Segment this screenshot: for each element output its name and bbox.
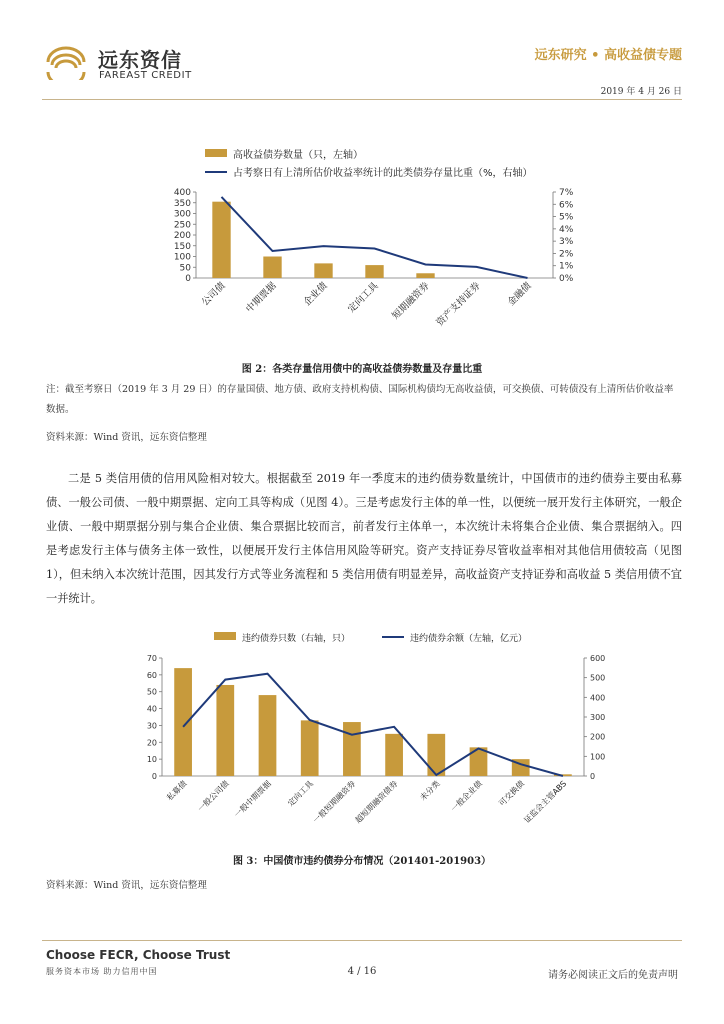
legend-label: 违约债券只数（右轴，只） (242, 634, 351, 644)
category-label: 超短期融资债券 (353, 779, 400, 826)
left-tick-label: 350 (173, 198, 191, 209)
body-paragraph: 二是 5 类信用债的信用风险相对较大。根据截至 2019 年一季度末的违约债券数量统计，中国债市的违约债券主要由私募债、一般公司债、一般中期票据、定向工具等构成（见图 4）。三是考虑发行主体的单一性，以便统一展开发行主体研究，一般企业债、一般中期票据分别与集合企业债、集合票据比较而言，前者发行主体单一，本次统计未将集合企业债、集合票据纳入。四是考虑发行主体与债务主体一致性，以便展开发行主体信用风险等研究。资产支持证券尽管收益率相对其他信用债较高（见图 1），但未纳入本次统计范围，因其发行方式等业务流程和 5 类信用债有明显差异，高收益资产支持证券和高收益 5 类信用债不宜一并统计。 (46, 472, 682, 605)
left-tick-label: 30 (146, 721, 157, 731)
right-tick-label: 400 (590, 693, 606, 703)
category-label: 资产支持证券 (434, 280, 483, 329)
bar (259, 695, 277, 776)
left-tick-label: 40 (146, 704, 157, 714)
right-tick-label: 7% (559, 188, 574, 198)
bar (174, 668, 192, 776)
category-label: 中期票据 (243, 280, 279, 316)
figure3-caption: 图 3：中国债市违约债券分布情况（201401-201903） (232, 856, 492, 867)
series-line (183, 674, 563, 776)
right-tick-label: 3% (559, 237, 574, 248)
left-tick-label: 50 (146, 687, 157, 697)
right-tick-label: 2% (559, 249, 574, 260)
footer-disclaimer: 请务必阅读正文后的免责声明 (548, 970, 678, 981)
logo-text-en: FAREAST CREDIT (99, 70, 192, 81)
footer-slogan-en: Choose FECR, Choose Trust (46, 948, 231, 962)
category-label: 未分类 (418, 779, 442, 803)
left-tick-label: 200 (173, 231, 191, 241)
left-tick-label: 20 (146, 738, 157, 748)
bar (365, 265, 383, 278)
category-label: 短期融资券 (390, 280, 432, 322)
right-tick-label: 500 (590, 673, 606, 683)
category-label: 一般企业债 (449, 779, 484, 814)
left-tick-label: 300 (173, 209, 191, 220)
bar (301, 720, 319, 776)
bar (416, 273, 434, 278)
bar (427, 734, 445, 776)
legend-label: 占考察日有上清所估价收益率统计的此类债券存量比重（%，右轴） (233, 168, 533, 179)
left-tick-label: 0 (151, 772, 157, 781)
bar (385, 734, 403, 776)
right-tick-label: 100 (590, 752, 606, 762)
category-label: 定向工具 (345, 280, 381, 316)
bar (314, 263, 332, 278)
legend-label: 违约债券余额（左轴，亿元） (410, 634, 528, 644)
figure2-caption: 图 2：各类存量信用债中的高收益债券数量及存量比重 (241, 364, 483, 375)
right-tick-label: 0 (590, 772, 596, 781)
left-tick-label: 250 (173, 220, 191, 231)
report-title: 远东研究 • 高收益债专题 (534, 48, 682, 63)
legend-bar-swatch (205, 149, 227, 157)
fareast-logo-icon (42, 40, 90, 80)
category-label: 定向工具 (286, 779, 316, 809)
legend-label: 高收益债券数量（只，左轴） (233, 150, 363, 161)
footer-divider (42, 940, 682, 941)
left-tick-label: 0 (185, 274, 191, 284)
footer-slogan-cn: 服务资本市场 助力信用中国 (46, 967, 158, 976)
figure3-chart (0, 628, 724, 846)
bar (263, 257, 281, 279)
category-label: 一般中期票据 (232, 779, 273, 820)
figure2-note: 注：截至考察日（2019 年 3 月 29 日）的存量国债、地方债、政府支持机构债、国际机构债均无高收益债，可交换债、可转债没有上清所估价收益率数据。 (46, 384, 674, 415)
bar (343, 722, 361, 776)
right-tick-label: 200 (590, 732, 606, 742)
category-label: 证监会主管ABS (522, 779, 569, 825)
report-date: 2019 年 4 月 26 日 (600, 87, 682, 97)
page-number: 4 / 16 (347, 966, 377, 977)
figure3-source: 资料来源：Wind 资讯，远东资信整理 (46, 880, 207, 891)
right-tick-label: 300 (590, 713, 606, 722)
category-label: 金融债 (505, 280, 534, 309)
left-tick-label: 400 (173, 188, 191, 198)
category-label: 企业债 (301, 280, 330, 309)
left-tick-label: 70 (146, 654, 157, 663)
left-tick-label: 60 (146, 670, 157, 680)
legend-bar-swatch (214, 632, 236, 640)
bar (216, 685, 234, 776)
bar (212, 202, 230, 278)
figure2-chart (0, 140, 724, 355)
left-tick-label: 10 (146, 755, 157, 765)
figure2-source: 资料来源：Wind 资讯，远东资信整理 (46, 432, 207, 443)
category-label: 公司债 (199, 280, 228, 309)
right-tick-label: 6% (559, 200, 574, 211)
category-label: 一般短期融资券 (311, 779, 358, 826)
category-label: 私募债 (165, 779, 189, 803)
right-tick-label: 4% (559, 224, 574, 235)
left-tick-label: 100 (173, 252, 191, 263)
left-tick-label: 50 (179, 263, 191, 274)
right-tick-label: 5% (559, 212, 574, 223)
category-label: 可交换债 (497, 779, 527, 809)
logo-text-cn: 远东资信 (98, 48, 182, 72)
category-label: 一般公司债 (196, 779, 231, 814)
header-divider (42, 99, 682, 100)
right-tick-label: 0% (559, 274, 574, 284)
right-tick-label: 1% (559, 261, 574, 272)
left-tick-label: 150 (173, 241, 191, 252)
right-tick-label: 600 (590, 654, 606, 663)
